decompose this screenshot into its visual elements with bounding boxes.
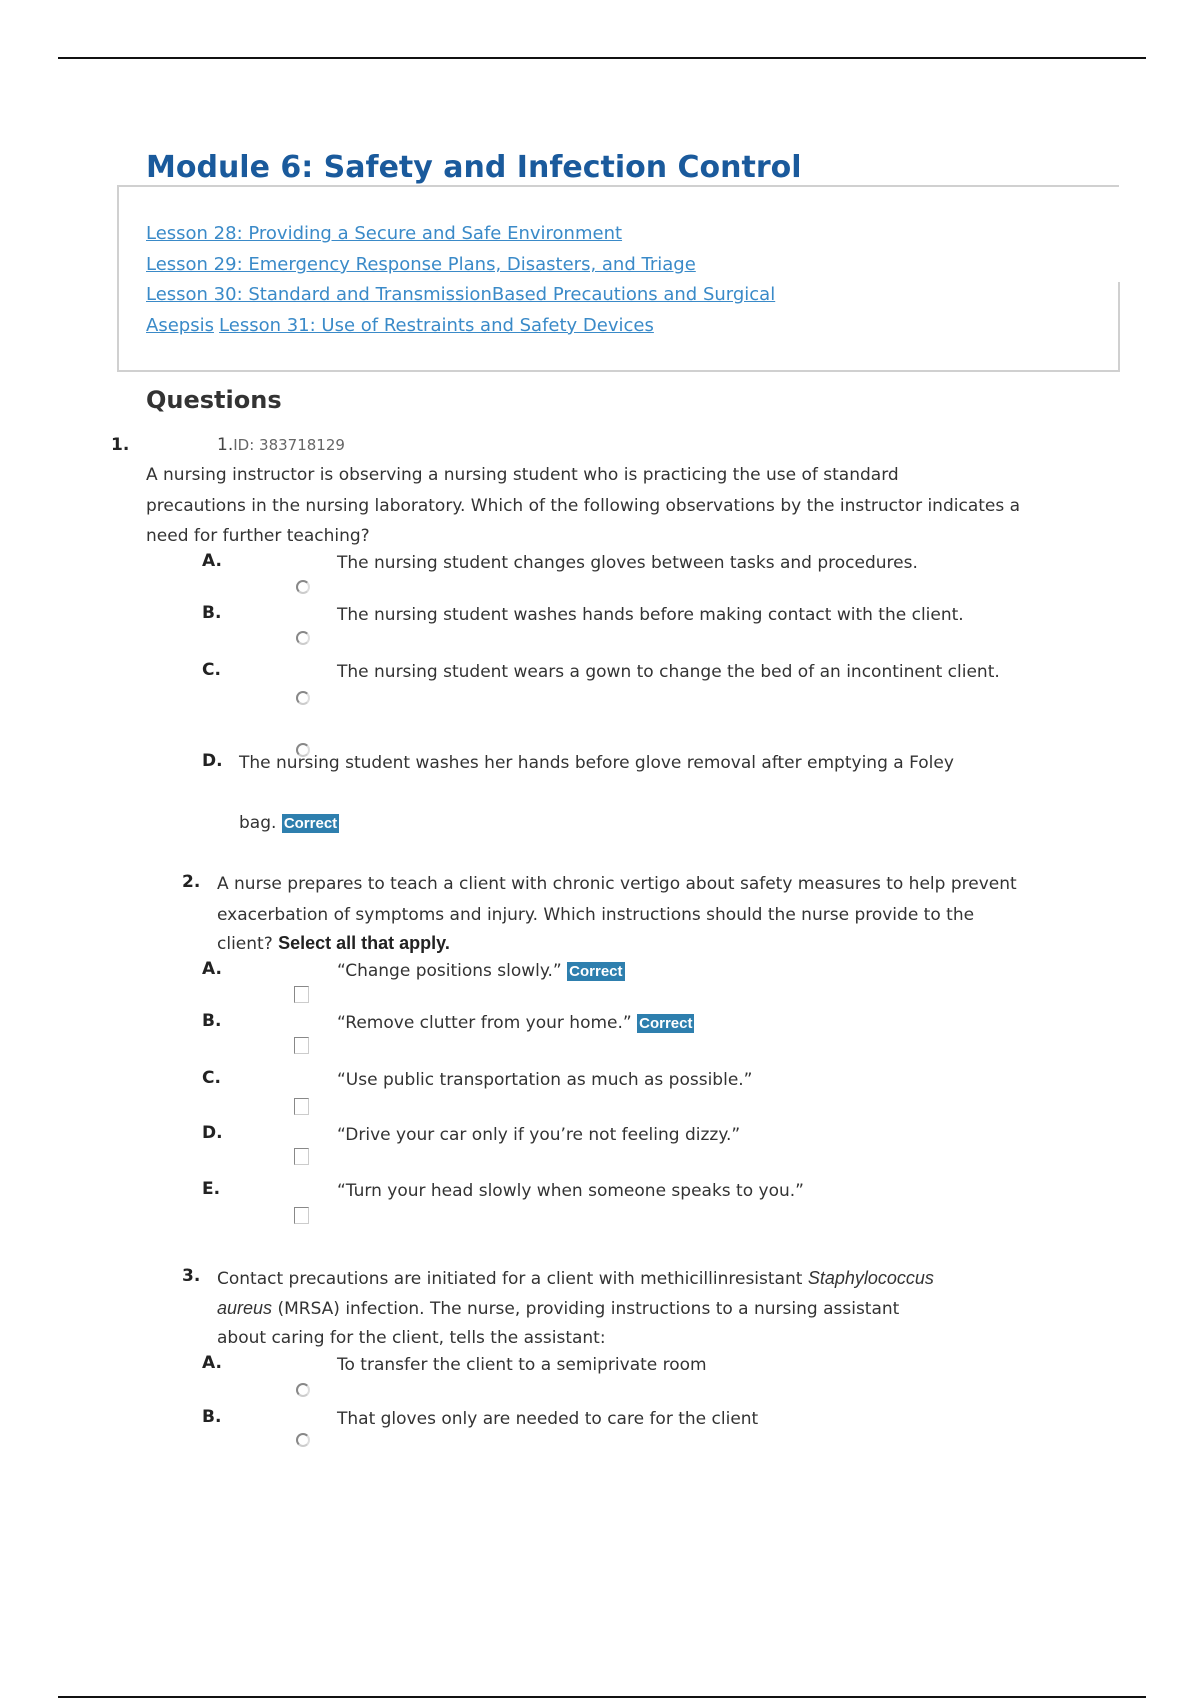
q1-option-letter: C. [202, 660, 221, 680]
q3-text-italic: aureus [217, 1298, 273, 1318]
correct-badge: Correct [569, 963, 623, 980]
q1-option-letter: A. [202, 551, 222, 571]
q1-option-a-radio[interactable] [296, 580, 310, 594]
q2-text-line: A nurse prepares to teach a client with chronic vertigo about safety measures to help prevent [217, 874, 1017, 894]
q2-instruction: Select all that apply. [278, 933, 450, 953]
q2-option-text: “Use public transportation as much as possible.” [337, 1070, 753, 1090]
q2-option-a-checkbox[interactable] [294, 986, 309, 1003]
lesson-29-link[interactable]: Lesson 29: Emergency Response Plans, Disasters, and Triage [146, 254, 696, 275]
q2-number: 2. [182, 872, 201, 892]
q1-option-letter: D. [202, 751, 223, 771]
lesson-box-bottom [117, 370, 1120, 372]
q2-option-letter: D. [202, 1123, 223, 1143]
lesson-box-left [117, 186, 119, 371]
q1-text-line: A nursing instructor is observing a nursing student who is practicing the use of standard [146, 465, 899, 485]
q3-option-letter: B. [202, 1407, 222, 1427]
q2-text-line: client? [217, 934, 273, 954]
module-title: Module 6: Safety and Infection Control [146, 150, 802, 185]
q2-option-text: “Drive your car only if you’re not feeling dizzy.” [337, 1125, 741, 1145]
q3-option-letter: A. [202, 1353, 222, 1373]
q1-option-text: The nursing student washes her hands before glove removal after emptying a Foley [239, 753, 954, 773]
q1-text-line: need for further teaching? [146, 526, 370, 546]
q2-text-line: exacerbation of symptoms and injury. Which instructions should the nurse provide to the [217, 905, 975, 925]
lesson-box-right [1118, 282, 1120, 371]
q2-option-letter: C. [202, 1068, 221, 1088]
q2-option-letter: E. [202, 1179, 221, 1199]
q1-inner-number: 1. [217, 435, 234, 455]
q3-option-text: To transfer the client to a semiprivate room [337, 1355, 707, 1375]
q1-option-text: The nursing student wears a gown to change the bed of an incontinent client. [337, 662, 1000, 682]
bottom-rule [58, 1696, 1146, 1698]
questions-heading: Questions [146, 386, 282, 414]
q2-option-text: “Change positions slowly.” [337, 961, 562, 981]
lesson-30-link[interactable]: Lesson 30: Standard and TransmissionBased Precautions and Surgical [146, 284, 776, 305]
q2-option-c-checkbox[interactable] [294, 1098, 309, 1115]
q3-number: 3. [182, 1266, 201, 1286]
q3-text-italic: Staphylococcus [807, 1268, 934, 1288]
lesson-30-link-cont[interactable]: Asepsis [146, 315, 214, 336]
q2-option-text: “Remove clutter from your home.” [337, 1013, 632, 1033]
top-rule [58, 57, 1146, 59]
lesson-28-link[interactable]: Lesson 28: Providing a Secure and Safe Environment [146, 223, 623, 244]
q3-option-a-radio[interactable] [296, 1383, 310, 1397]
title-divider [117, 185, 1119, 187]
q3-text-line: about caring for the client, tells the assistant: [217, 1328, 606, 1348]
correct-badge: Correct [283, 815, 338, 832]
q1-option-b-radio[interactable] [296, 631, 310, 645]
q1-option-c-radio[interactable] [296, 691, 310, 705]
q3-option-text: That gloves only are needed to care for the client [337, 1409, 759, 1429]
q1-option-text-cont: bag. [239, 813, 277, 833]
correct-badge: Correct [639, 1015, 693, 1032]
q2-option-e-checkbox[interactable] [294, 1207, 309, 1224]
q3-text-line: Contact precautions are initiated for a client with methicillinresistant [217, 1269, 803, 1289]
q2-option-letter: B. [202, 1011, 222, 1031]
q1-option-text: The nursing student changes gloves between tasks and procedures. [337, 553, 918, 573]
q2-option-b-checkbox[interactable] [294, 1037, 309, 1054]
q3-option-b-radio[interactable] [296, 1433, 310, 1447]
lesson-31-link[interactable]: Lesson 31: Use of Restraints and Safety Devices [219, 315, 654, 336]
q3-text-line: (MRSA) infection. The nurse, providing instructions to a nursing assistant [272, 1299, 900, 1319]
q2-option-letter: A. [202, 959, 222, 979]
q1-option-letter: B. [202, 603, 222, 623]
q2-option-text: “Turn your head slowly when someone speaks to you.” [337, 1181, 804, 1201]
q1-text-line: precautions in the nursing laboratory. Which of the following observations by the instructor indicates a [146, 496, 1021, 516]
q1-option-text: The nursing student washes hands before making contact with the client. [337, 605, 964, 625]
q1-outer-number: 1. [111, 435, 130, 455]
q2-option-d-checkbox[interactable] [294, 1148, 309, 1165]
q1-id: ID: 383718129 [233, 436, 345, 454]
